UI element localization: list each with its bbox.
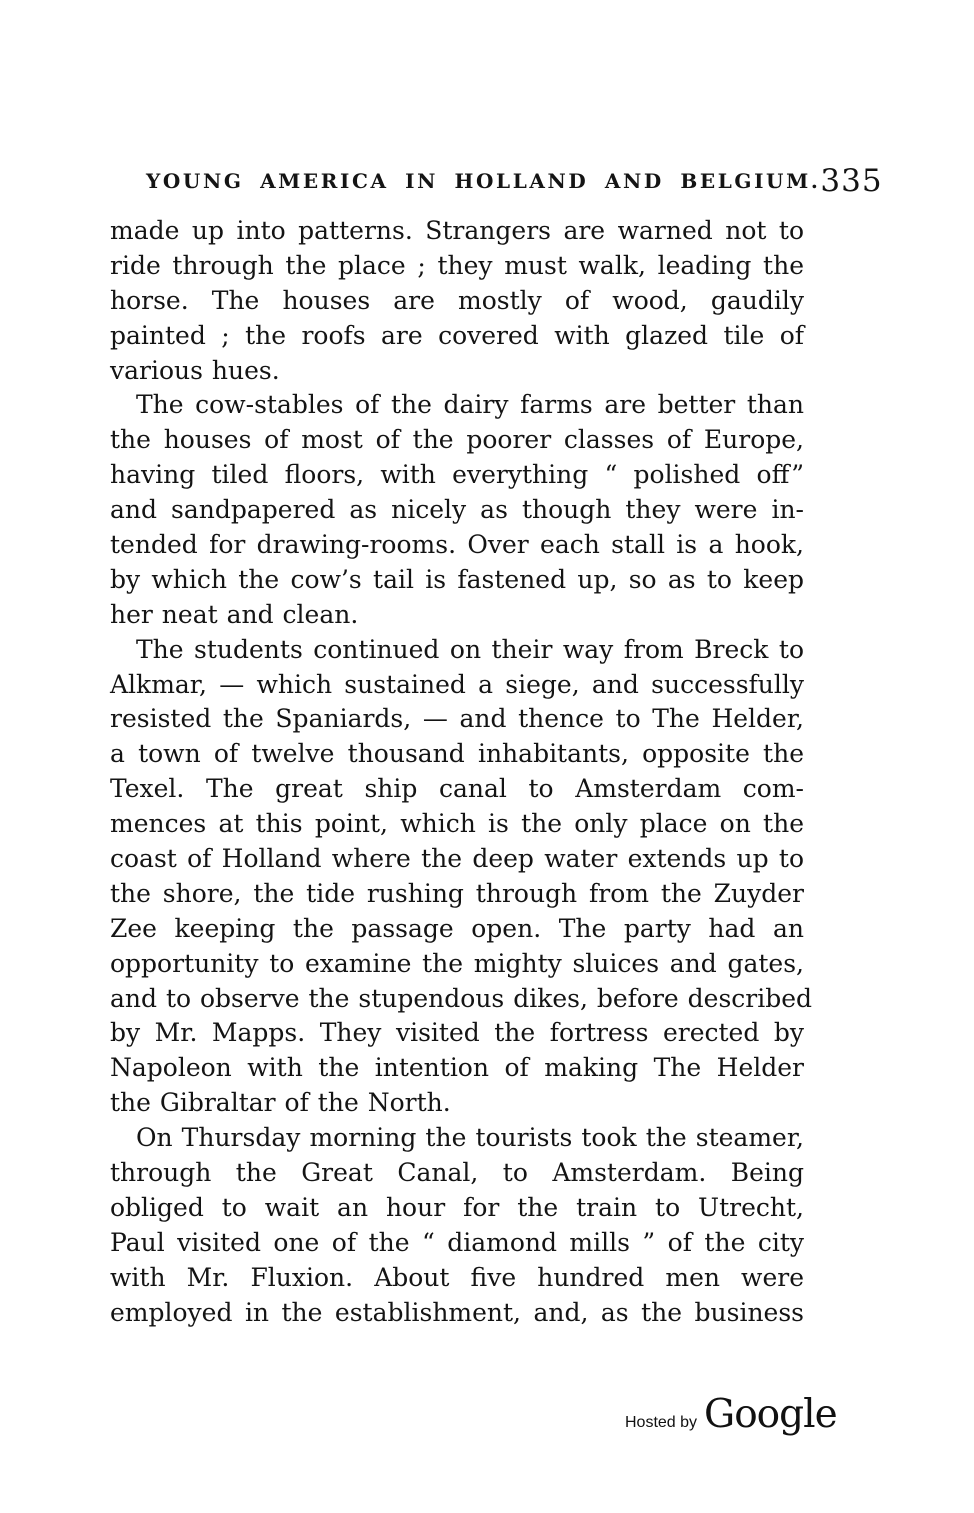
text-line: Alkmar, — which sustained a siege, and successfully (110, 669, 804, 699)
text-line: Napoleon with the intention of making The Helder (110, 1053, 804, 1083)
hosted-by-label: Hosted by (625, 1414, 698, 1431)
text-line: and to observe the stupendous dikes, before described (110, 983, 813, 1013)
text-line: having tiled floors, with everything “ polished off” (110, 460, 804, 490)
running-header (110, 160, 883, 199)
text-line: employed in the establishment, and, as the business (110, 1297, 804, 1327)
text-line: by which the cow’s tail is fastened up, so as to keep (110, 564, 804, 594)
text-block (110, 214, 813, 1331)
text-line: coast of Holland where the deep water extends up to (110, 844, 804, 874)
text-line: resisted the Spaniards, — and thence to The Helder, (110, 704, 804, 734)
text-line: by Mr. Mapps. They visited the fortress erected by (110, 1018, 804, 1048)
text-line: horse. The houses are mostly of wood, gaudily (110, 285, 804, 315)
text-line: the Gibraltar of the North. (110, 1088, 451, 1118)
text-line: mences at this point, which is the only place on the (110, 809, 804, 839)
text-line: tended for drawing-rooms. Over each stall is a hook, (110, 530, 804, 560)
text-line: ride through the place ; they must walk, leading the (110, 250, 804, 280)
google-watermark (625, 1392, 837, 1437)
text-line: On Thursday morning the tourists took the steamer, (136, 1123, 804, 1153)
text-line: opportunity to examine the mighty sluices and gates, (110, 948, 804, 978)
text-line: The cow-stables of the dairy farms are better than (136, 390, 804, 420)
text-line: various hues. (110, 355, 280, 385)
running-title: YOUNG AMERICA IN HOLLAND AND BELGIUM. (146, 169, 821, 193)
text-line: Paul visited one of the “ diamond mills ” of the city (110, 1227, 804, 1257)
text-line: the shore, the tide rushing through from the Zuyder (110, 878, 804, 908)
text-line: the houses of most of the poorer classes of Europe, (110, 425, 804, 455)
text-line: her neat and clean. (110, 599, 359, 629)
page-number: 335 (820, 163, 883, 199)
text-line: with Mr. Fluxion. About five hundred men were (110, 1262, 804, 1292)
text-line: Zee keeping the passage open. The party had an (110, 913, 804, 943)
text-line: a town of twelve thousand inhabitants, opposite the (110, 739, 804, 769)
text-line: made up into patterns. Strangers are warned not to (110, 216, 804, 245)
text-line: and sandpapered as nicely as though they were in- (110, 495, 804, 525)
text-line: obliged to wait an hour for the train to Utrecht, (110, 1192, 804, 1222)
text-line: Texel. The great ship canal to Amsterdam com- (110, 774, 804, 804)
google-logo: Google (704, 1392, 837, 1437)
text-line: painted ; the roofs are covered with glazed tile of (110, 320, 804, 350)
text-line: The students continued on their way from Breck to (136, 634, 804, 664)
text-line: through the Great Canal, to Amsterdam. Being (110, 1158, 804, 1188)
